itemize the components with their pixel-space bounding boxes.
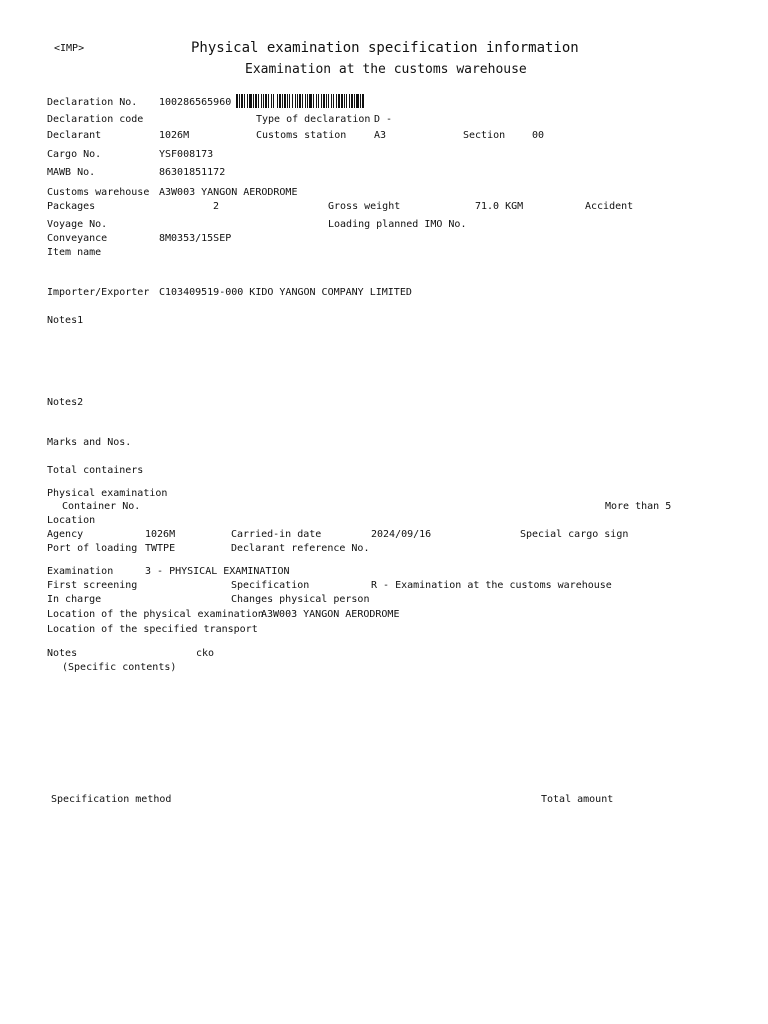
declarant-reference-label: Declarant reference No.	[231, 543, 370, 554]
changes-physical-person-label: Changes physical person	[231, 594, 370, 605]
section-label: Section	[463, 130, 506, 141]
gross-weight-label: Gross weight	[328, 201, 401, 212]
packages-label: Packages	[47, 201, 96, 212]
section-value: 00	[532, 130, 545, 141]
total-amount-label: Total amount	[541, 794, 614, 805]
conveyance-label: Conveyance	[47, 233, 108, 244]
loading-planned-label: Loading planned IMO No.	[328, 219, 467, 230]
container-no-label: Container No.	[62, 501, 141, 512]
marks-and-nos-label: Marks and Nos.	[47, 437, 132, 448]
gross-weight-value: 71.0 KGM	[475, 201, 524, 212]
type-of-declaration-value: D -	[374, 114, 393, 125]
declaration-code-label: Declaration code	[47, 114, 144, 125]
examination-value: 3 - PHYSICAL EXAMINATION	[145, 566, 290, 577]
declaration-no-value: 100286565960	[159, 97, 232, 108]
specification-method-label: Specification method	[51, 794, 172, 805]
location-of-examination-value: A3W003 YANGON AERODROME	[261, 609, 400, 620]
customs-station-label: Customs station	[256, 130, 347, 141]
notes2-label: Notes2	[47, 397, 84, 408]
packages-value: 2	[213, 201, 220, 212]
total-containers-label: Total containers	[47, 465, 144, 476]
carried-in-date-label: Carried-in date	[231, 529, 322, 540]
specific-contents-label: (Specific contents)	[62, 662, 177, 673]
specification-value: R - Examination at the customs warehouse	[371, 580, 612, 591]
examination-label: Examination	[47, 566, 114, 577]
barcode	[236, 94, 365, 108]
document-tag: <IMP>	[54, 43, 85, 54]
in-charge-label: In charge	[47, 594, 102, 605]
specification-label: Specification	[231, 580, 310, 591]
first-screening-label: First screening	[47, 580, 138, 591]
page-subtitle: Examination at the customs warehouse	[245, 62, 527, 77]
port-of-loading-value: TWTPE	[145, 543, 176, 554]
location-of-transport-label: Location of the specified transport	[47, 624, 258, 635]
mawb-no-label: MAWB No.	[47, 167, 96, 178]
notes1-label: Notes1	[47, 315, 84, 326]
importer-exporter-value: C103409519-000 KIDO YANGON COMPANY LIMITED	[159, 287, 412, 298]
physical-examination-label: Physical examination	[47, 488, 168, 499]
page-title: Physical examination specification information	[191, 40, 579, 56]
importer-exporter-label: Importer/Exporter	[47, 287, 150, 298]
declaration-no-label: Declaration No.	[47, 97, 138, 108]
location-of-examination-label: Location of the physical examination	[47, 609, 264, 620]
cargo-no-label: Cargo No.	[47, 149, 102, 160]
agency-value: 1026M	[145, 529, 176, 540]
customs-warehouse-label: Customs warehouse	[47, 187, 150, 198]
customs-warehouse-value: A3W003 YANGON AERODROME	[159, 187, 298, 198]
notes-label: Notes	[47, 648, 78, 659]
notes-value: cko	[196, 648, 215, 659]
location-label: Location	[47, 515, 96, 526]
accident-label: Accident	[585, 201, 634, 212]
carried-in-date-value: 2024/09/16	[371, 529, 432, 540]
cargo-no-value: YSF008173	[159, 149, 214, 160]
port-of-loading-label: Port of loading	[47, 543, 138, 554]
declarant-value: 1026M	[159, 130, 190, 141]
customs-station-value: A3	[374, 130, 387, 141]
type-of-declaration-label: Type of declaration	[256, 114, 371, 125]
voyage-no-label: Voyage No.	[47, 219, 108, 230]
more-than-label: More than 5	[605, 501, 672, 512]
special-cargo-sign-label: Special cargo sign	[520, 529, 629, 540]
declarant-label: Declarant	[47, 130, 102, 141]
conveyance-value: 8M0353/15SEP	[159, 233, 232, 244]
item-name-label: Item name	[47, 247, 102, 258]
mawb-no-value: 86301851172	[159, 167, 226, 178]
agency-label: Agency	[47, 529, 84, 540]
